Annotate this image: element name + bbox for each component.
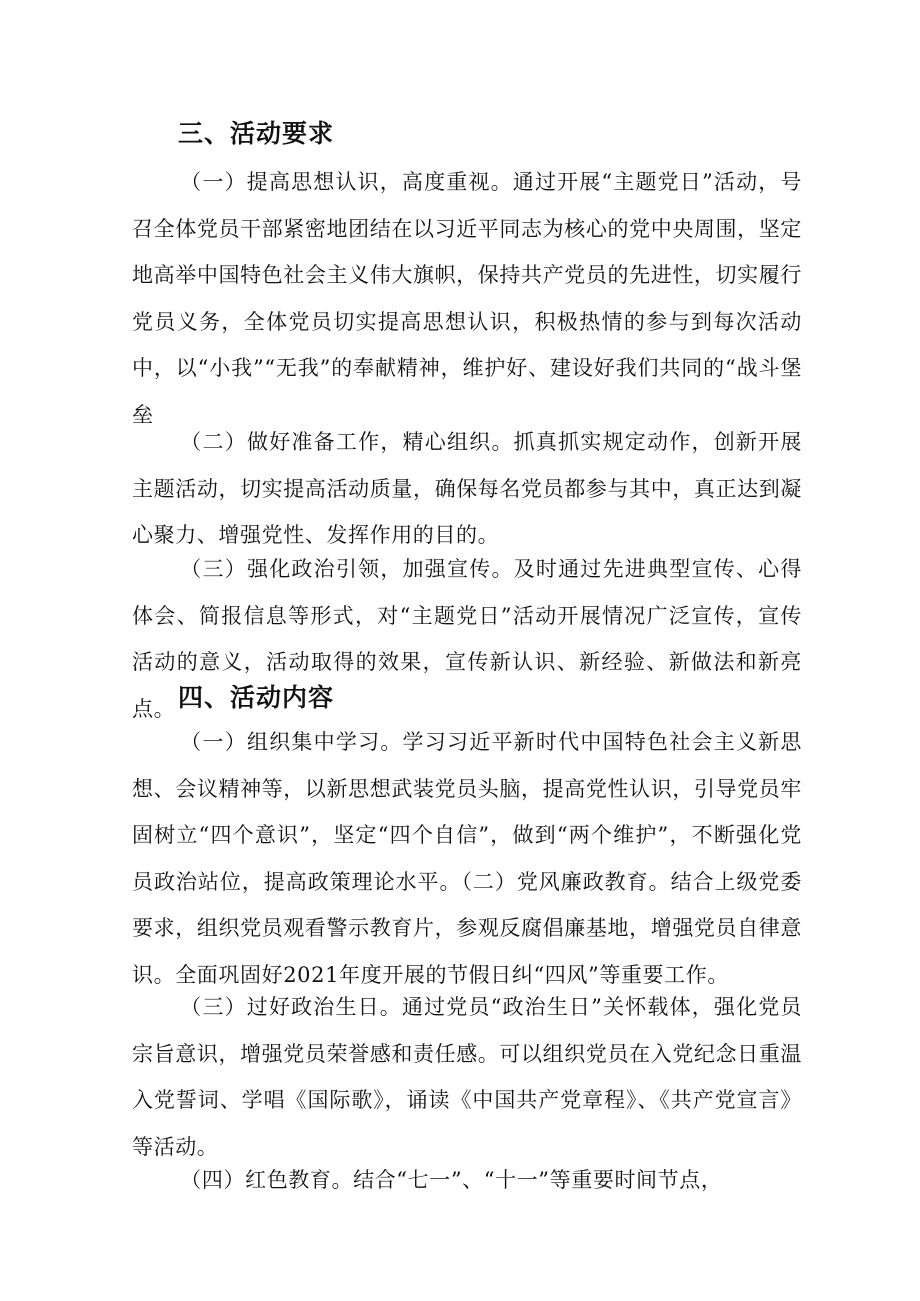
paragraph-content-3: （三）过好政治生日。通过党员“政治生日”关怀载体，强化党员宗旨意识，增强党员荣誉感和责任感。可以组织党员在入党纪念日重温入党誓词、学唱《国际歌》，诵读《中国共产党章程》、《共产党宣言》等活动。 bbox=[132, 995, 802, 1159]
paragraph-requirements-3: （三）强化政治引领，加强宣传。及时通过先进典型宣传、心得体会、简报信息等形式，对“主题党日”活动开展情况广泛宣传，宣传活动的意义，活动取得的效果，宣传新认识、新经验、新做法和新亮点。 bbox=[132, 557, 802, 721]
paragraph-requirements-1: （一）提高思想认识，高度重视。通过开展“主题党日”活动，号召全体党员干部紧密地团结在以习近平同志为核心的党中央周围，坚定地高举中国特色社会主义伟大旗帜，保持共产党员的先进性，切实履行党员义务，全体党员切实提高思想认识，积极热情的参与到每次活动中，以“小我”“无我”的奉献精神，维护好、建设好我们共同的“战斗堡垒 bbox=[132, 170, 802, 427]
paragraph-requirements-2: （二）做好准备工作，精心组织。抓真抓实规定动作，创新开展主题活动，切实提高活动质量，确保每名党员都参与其中，真正达到凝心聚力、增强党性、发挥作用的目的。 bbox=[132, 430, 802, 547]
paragraph-content-4: （四）红色教育。结合“七一”、“十一”等重要时间节点， bbox=[180, 1168, 723, 1192]
section-heading-content: 四、活动内容 bbox=[178, 683, 335, 712]
section-heading-requirements: 三、活动要求 bbox=[178, 119, 335, 148]
paragraph-content-1: （一）组织集中学习。学习习近平新时代中国特色社会主义新思想、会议精神等，以新思想武装党员头脑，提高党性认识，引导党员牢固树立“四个意识”，坚定“四个自信”，做到“两个维护”，不断强化党员政治站位，提高政策理论水平。（二）党风廉政教育。结合上级党委要求，组织党员观看警示教育片，参观反腐倡廉基地，增强党员自律意识。全面巩固好2021年度开展的节假日纠“四风”等重要工作。 bbox=[132, 730, 802, 987]
